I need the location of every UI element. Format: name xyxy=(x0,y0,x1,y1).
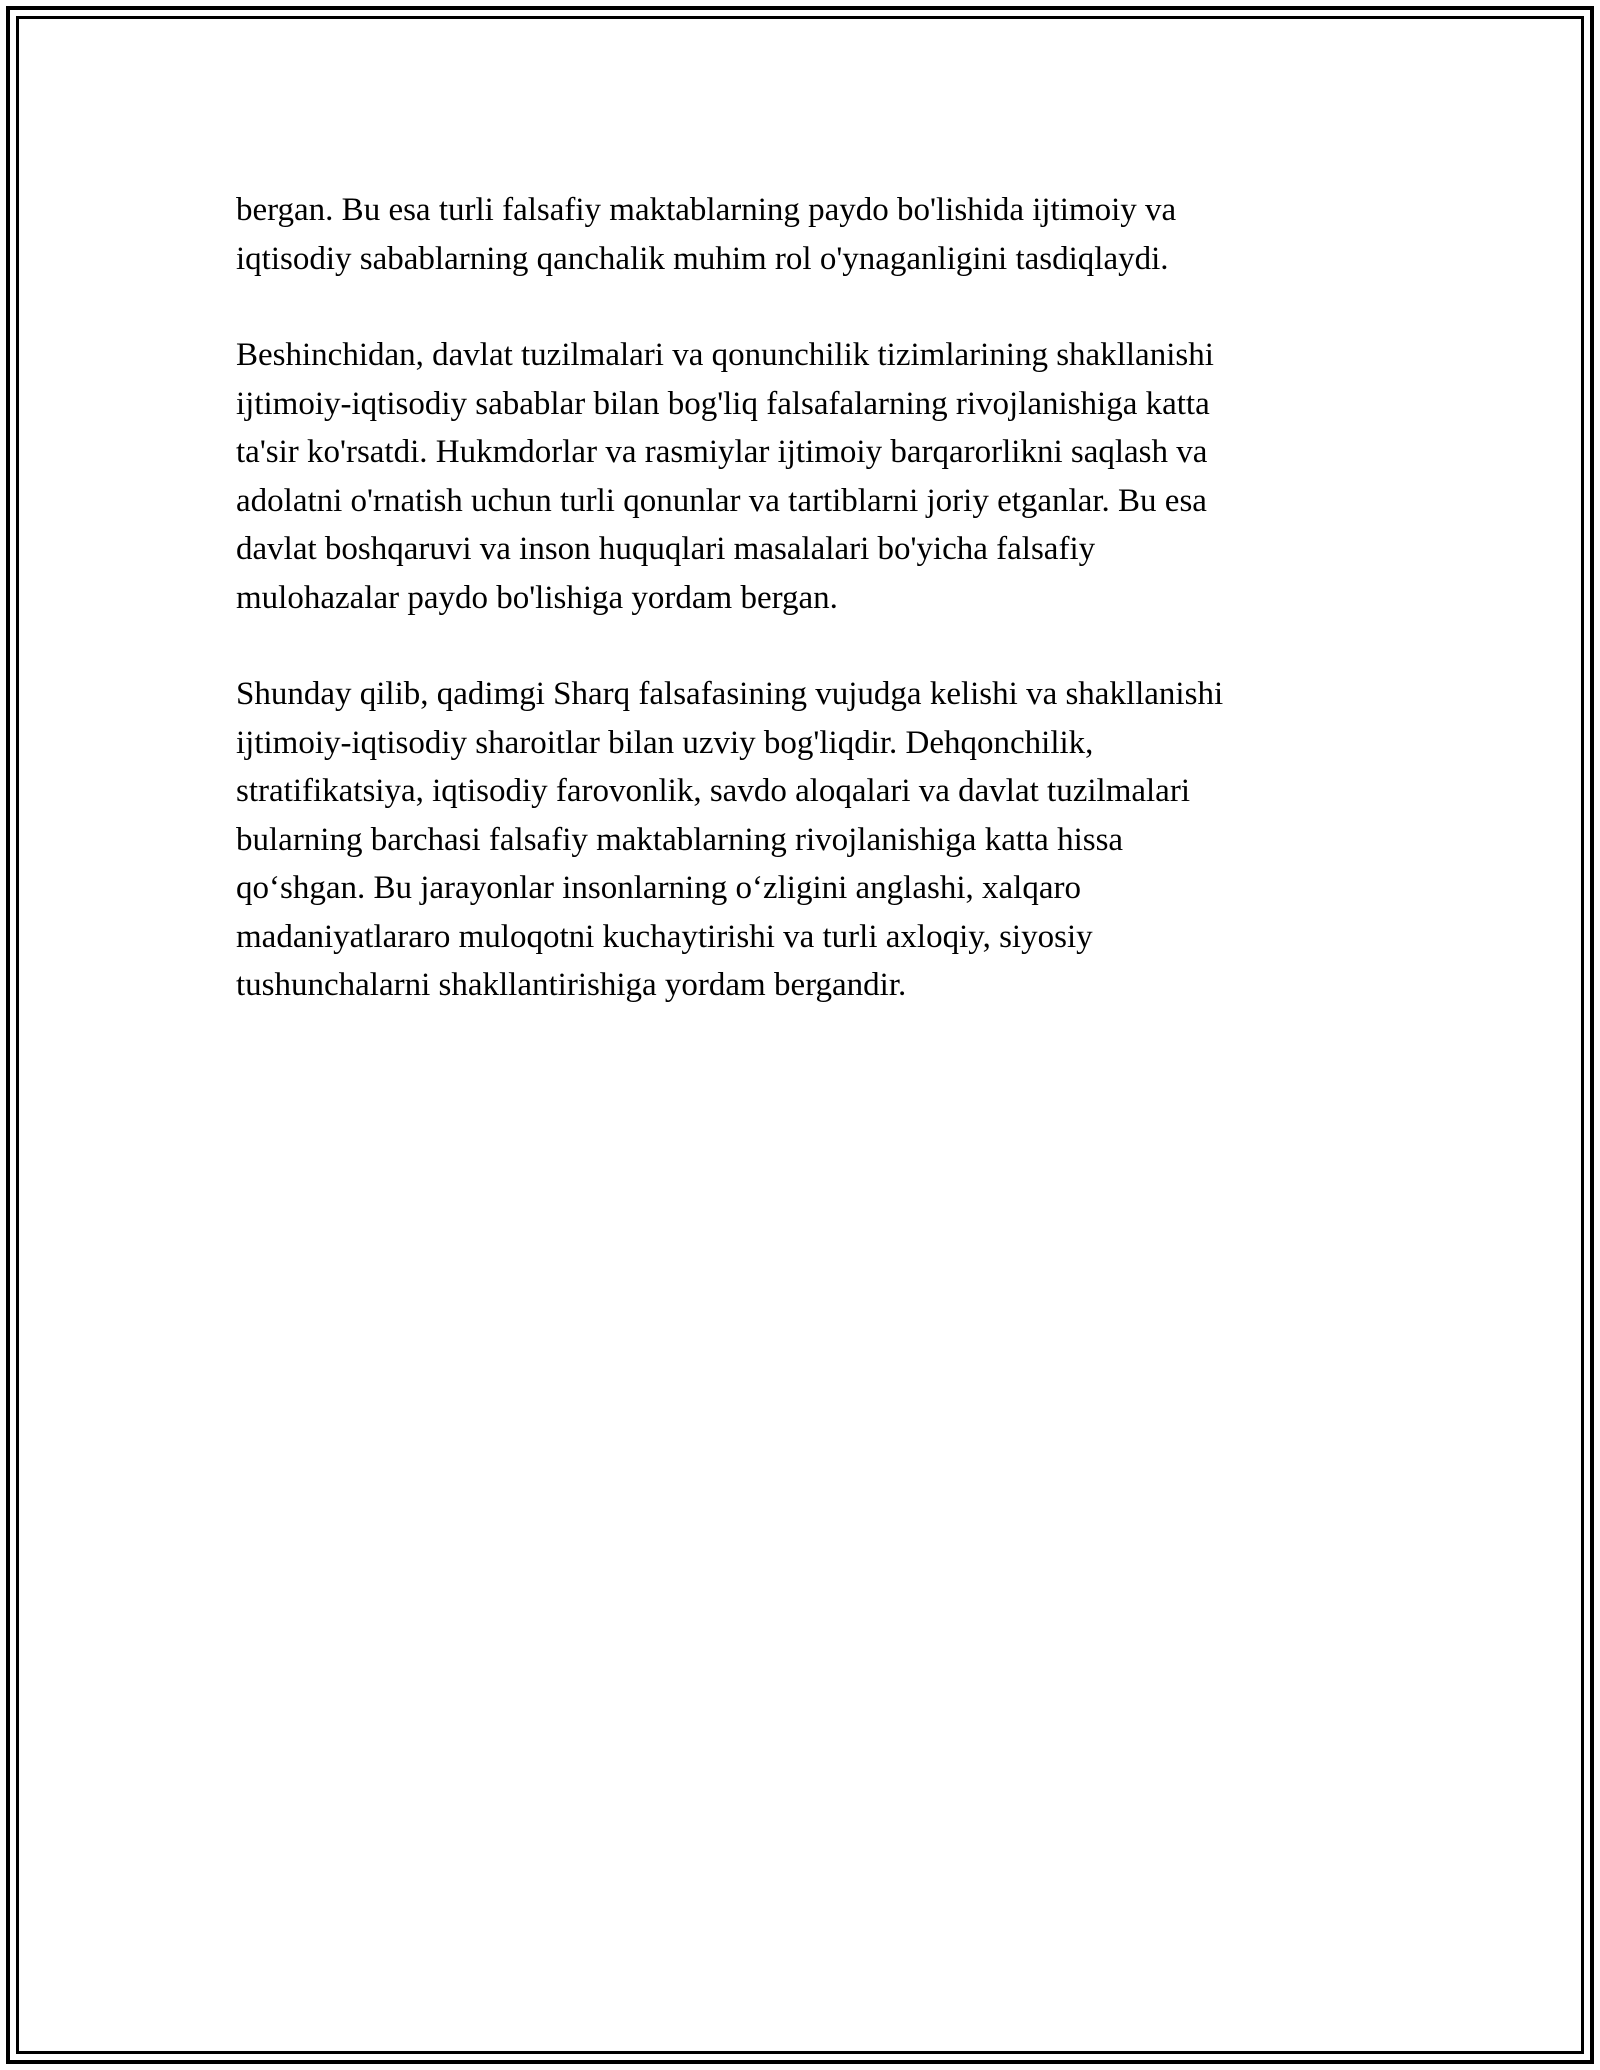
text-line: adolatni o'rnatish uchun turli qonunlar va tartiblarni joriy etganlar. Bu esa xyxy=(236,482,1207,519)
text-line: tushunchalarni shakllantirishiga yordam bergandir. xyxy=(236,967,907,1003)
text-line: ijtimoiy-iqtisodiy sabablar bilan bog'liq falsafalarning rivojlanishiga katta xyxy=(236,385,1210,422)
text-line: madaniyatlararo muloqotni kuchaytirishi va turli axloqiy, siyosiy xyxy=(236,918,1093,955)
document-body xyxy=(236,186,1376,1058)
paragraph-1 xyxy=(236,186,1376,283)
text-line: davlat boshqaruvi va inson huquqlari masalalari bo'yicha falsafiy xyxy=(236,531,1096,567)
text-line: stratifikatsiya, iqtisodiy farovonlik, savdo aloqalari va davlat tuzilmalari xyxy=(236,773,1190,809)
paragraph-3 xyxy=(236,670,1376,1010)
text-line: ijtimoiy-iqtisodiy sharoitlar bilan uzviy bog'liqdir. Dehqonchilik, xyxy=(236,724,1094,761)
text-line: ta'sir ko'rsatdi. Hukmdorlar va rasmiylar ijtimoiy barqarorlikni saqlash va xyxy=(236,434,1208,470)
text-line: bularning barchasi falsafiy maktablarning rivojlanishiga katta hissa xyxy=(236,821,1124,858)
paragraph-2 xyxy=(236,331,1376,622)
text-line: Beshinchidan, davlat tuzilmalari va qonunchilik tizimlarining shakllanishi xyxy=(236,337,1214,373)
text-line: qo‘shgan. Bu jarayonlar insonlarning o‘zligini anglashi, xalqaro xyxy=(236,870,1081,906)
text-line: mulohazalar paydo bo'lishiga yordam bergan. xyxy=(236,579,838,616)
text-line: Shunday qilib, qadimgi Sharq falsafasining vujudga kelishi va shakllanishi xyxy=(236,676,1224,712)
text-line: bergan. Bu esa turli falsafiy maktablarning paydo bo'lishida ijtimoiy va xyxy=(236,192,1177,228)
text-line: iqtisodiy sabablarning qanchalik muhim rol o'ynaganligini tasdiqlaydi. xyxy=(236,240,1169,277)
